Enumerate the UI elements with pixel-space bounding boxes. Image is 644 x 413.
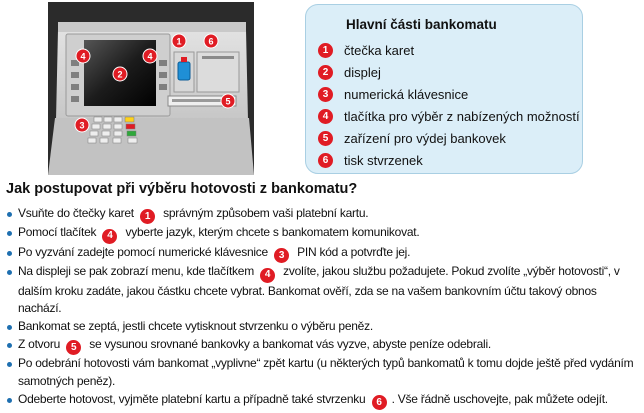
step-text: Pomocí tlačítek [18,225,97,240]
step-text: Odeberte hotovost, vyjměte platební kartu a případně také stvrzenku [18,391,366,406]
section-heading: Jak postupovat při výběru hotovosti z bankomatu? [6,181,358,197]
step-text: Po vyzvání zadejte pomocí numerické klávesnice [18,244,268,259]
atm-marker-6 [204,34,218,48]
legend-item [318,83,580,105]
step-item [6,318,640,336]
step-text: PIN kód a potvrďte jej. [297,244,411,259]
atm-top-bar [58,22,246,32]
legend-item [318,105,580,127]
atm-marker-4-left [76,49,90,63]
atm-marker-5 [221,94,235,108]
step-item [6,263,640,318]
legend-label: tlačítka pro výběr z nabízených možností [344,108,580,124]
svg-text:4: 4 [80,51,86,62]
step-item [6,336,640,355]
step-item [6,205,640,224]
svg-text:2: 2 [117,69,123,80]
legend-label: tisk stvrzenek [344,152,423,168]
number-badge: 1 [140,209,155,224]
svg-text:3: 3 [79,120,85,131]
side-buttons-right [159,60,167,90]
card-reader-icon [178,62,190,80]
step-text: zvolíte, jakou službu požadujete. Pokud zvolíte „výběr hotovosti“, v dalším kroku zadáte, jakou částku chcete vybrat. Bankomat ověří, zda se na vašem bankovním účtu takový obnos nachází. [18,264,620,316]
step-text: správným způsobem vaši platební kartu. [163,206,369,220]
legend-item [318,127,580,149]
step-text: vyberte jazyk, kterým chcete s bankomatem komunikovat. [125,225,420,240]
number-badge: 3 [274,248,289,263]
atm-marker-3 [75,118,89,132]
legend-label: displej [344,64,381,80]
legend-panel [305,4,583,174]
step-item [6,244,640,263]
legend-label: čtečka karet [344,42,415,58]
legend-list [318,39,580,171]
svg-text:6: 6 [208,36,214,47]
number-badge: 1 [318,43,333,58]
atm-illustration [46,0,271,180]
step-text: se vysunou srovnané bankovky a bankomat vás vyzve, abyste peníze odebrali. [89,336,491,351]
atm-marker-4-right [143,49,157,63]
steps-list [6,205,640,410]
svg-text:1: 1 [176,36,182,47]
number-badge: 4 [102,229,117,244]
legend-item [318,61,580,83]
number-badge: 6 [372,395,387,410]
step-text: Z otvoru [18,336,61,351]
step-text: . Vše řádně uschovejte, pak můžete odejít. [391,391,608,406]
legend-label: zařízení pro výdej bankovek [344,130,506,146]
step-text: Po odebrání hotovosti vám bankomat „vyplivne“ zpět kartu (u některých typů bankomatů k tomu dojde ještě před vydáním samotných peněz). [18,356,634,389]
step-item [6,391,640,410]
step-text: Bankomat se zeptá, jestli chcete vytisknout stvrzenku o výběru peněz. [18,319,373,334]
step-item [6,224,640,243]
legend-item [318,149,580,171]
number-badge: 6 [318,153,333,168]
legend-item [318,39,580,61]
number-badge: 4 [260,268,275,283]
number-badge: 5 [66,340,81,355]
step-text: Na displeji se pak zobrazí menu, kde tlačítkem [18,264,254,279]
number-badge: 3 [318,87,333,102]
step-text: Vsuňte do čtečky karet [18,206,134,220]
number-badge: 5 [318,131,333,146]
svg-text:4: 4 [147,51,153,62]
step-item [6,355,640,391]
number-badge: 2 [318,65,333,80]
legend-title: Hlavní části bankomatu [346,17,497,32]
atm-marker-2 [113,67,127,81]
legend-label: numerická klávesnice [344,86,469,102]
svg-text:5: 5 [225,96,231,107]
number-badge: 4 [318,109,333,124]
atm-marker-1 [172,34,186,48]
